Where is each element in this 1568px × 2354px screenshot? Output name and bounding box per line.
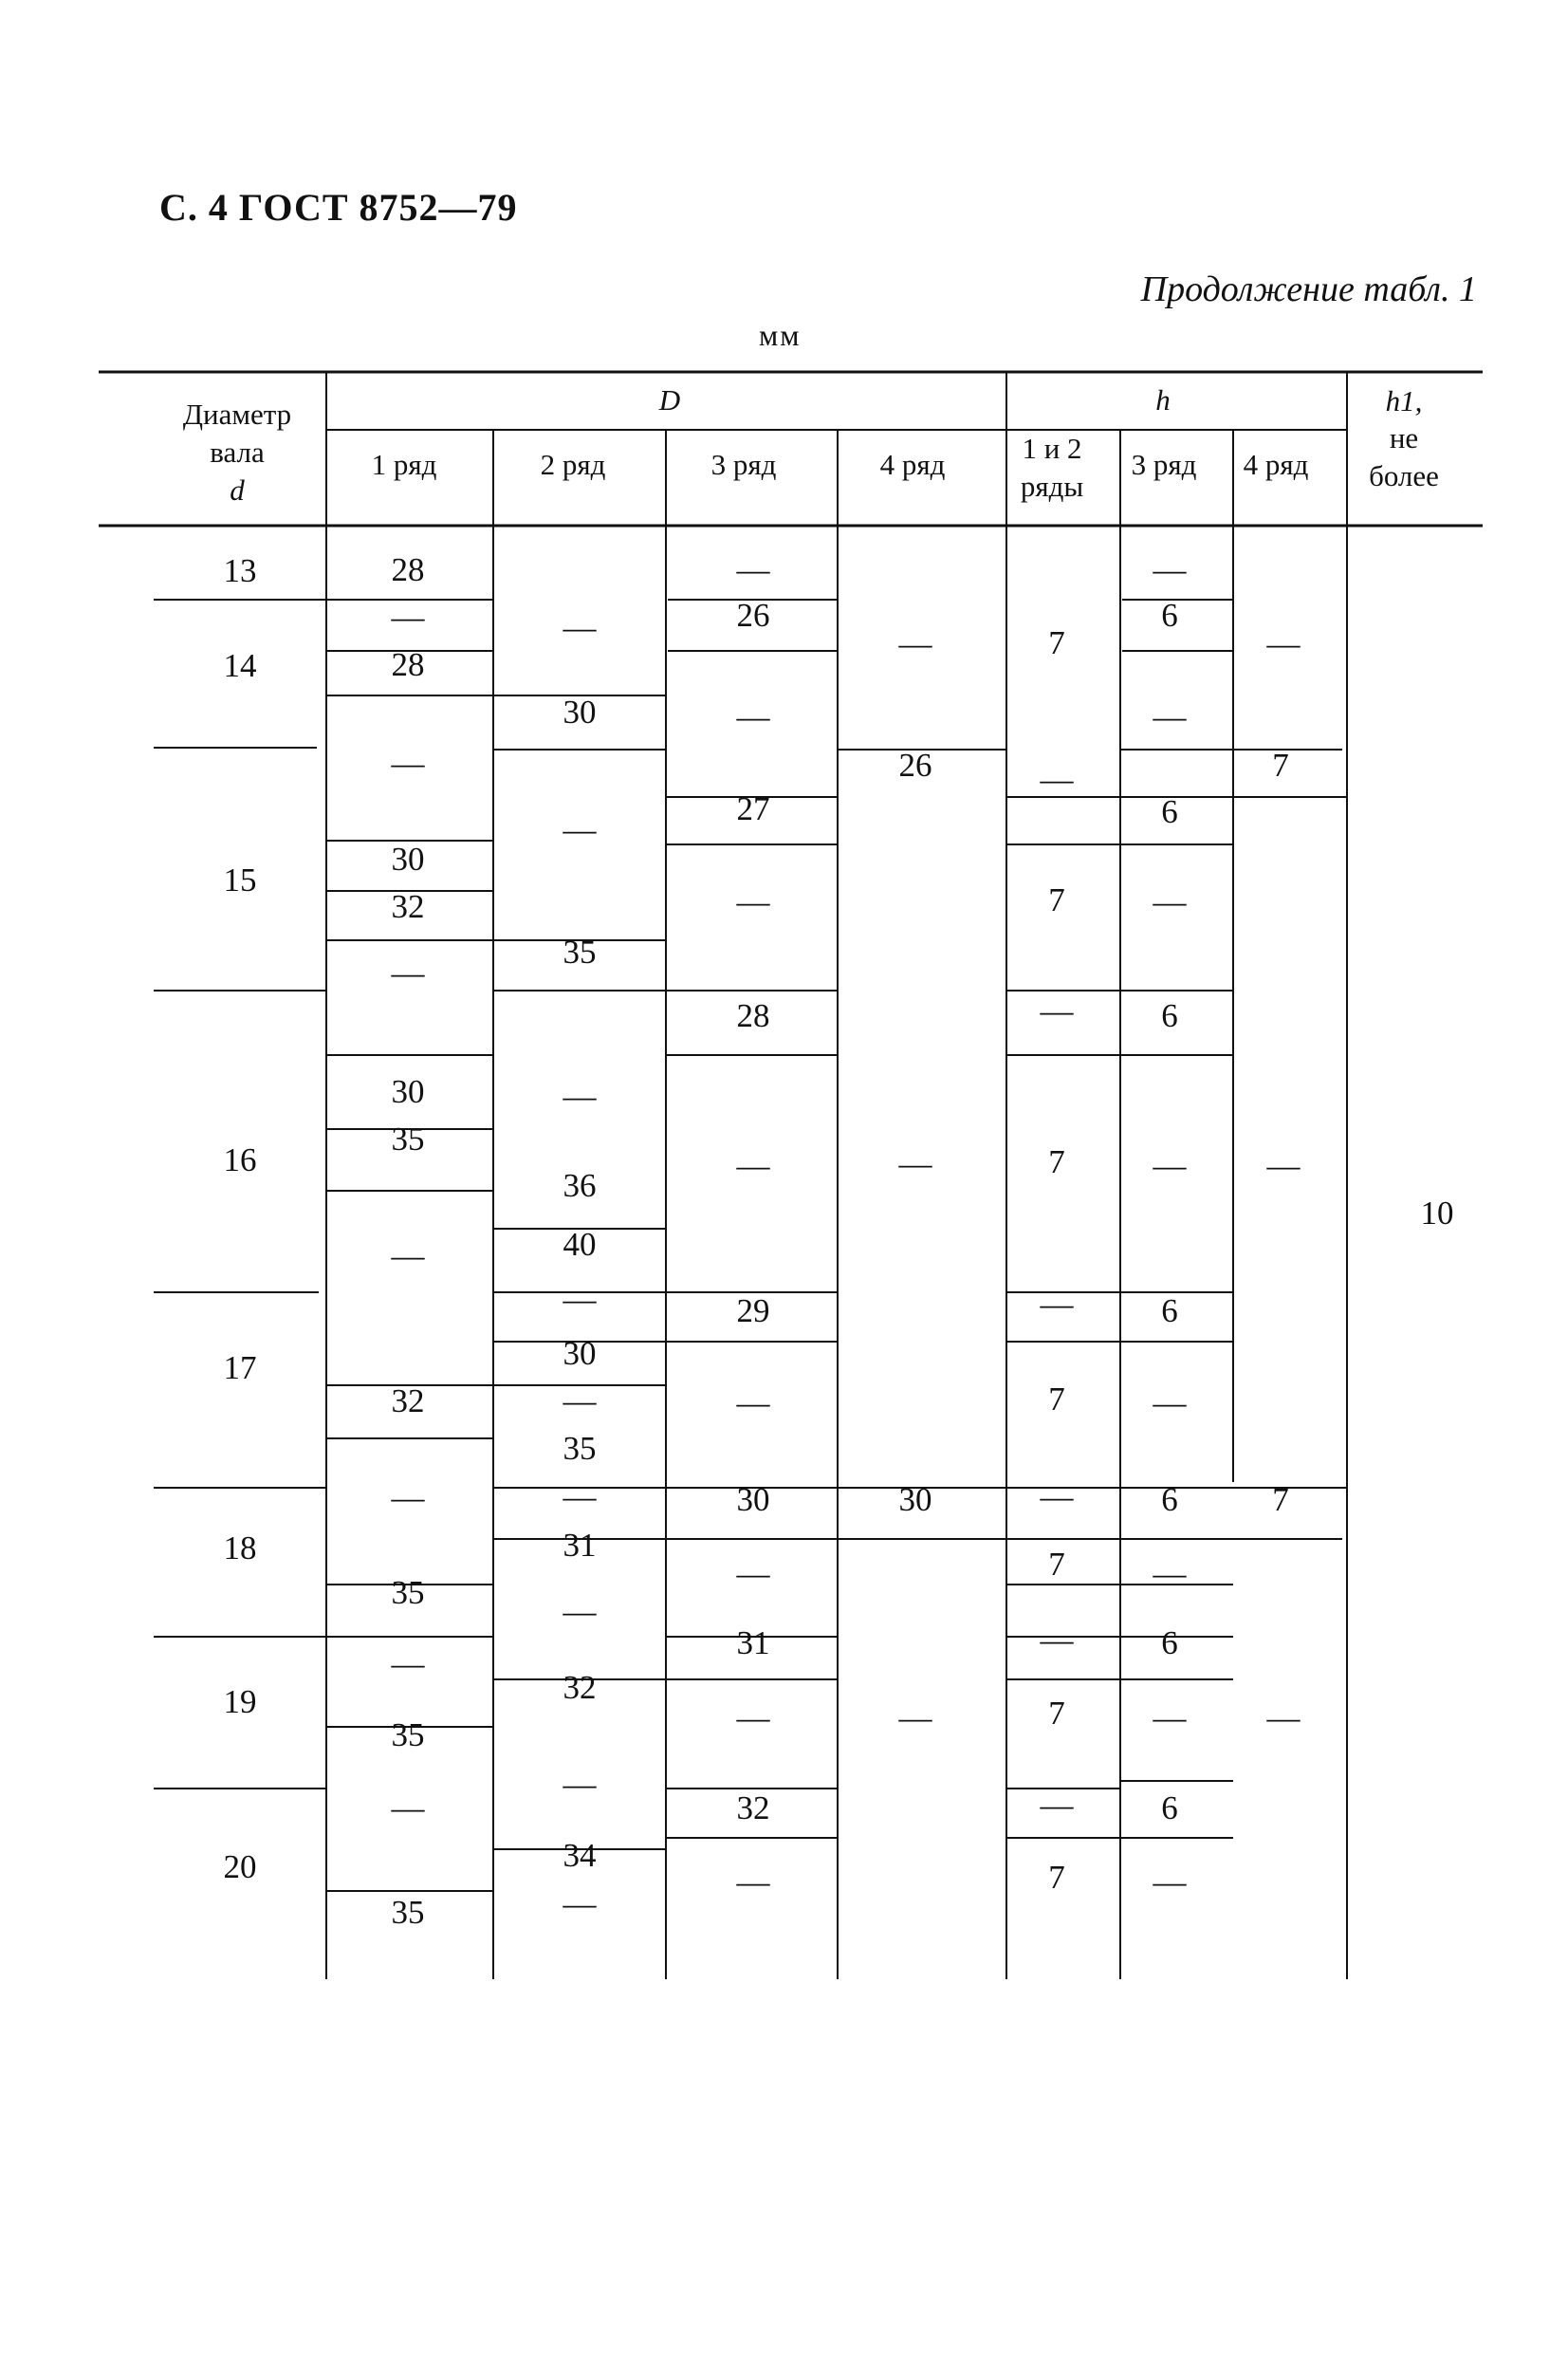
- cell-d14-D4: —: [898, 625, 932, 662]
- cell-d13-D3: —: [736, 551, 770, 588]
- cell-d18-D1-a: —: [391, 1479, 425, 1516]
- cell-d15-h3-b: —: [1153, 883, 1187, 920]
- cell-d19-D2-a: —: [563, 1593, 597, 1630]
- cell-d17-D2-b: 30: [563, 1335, 597, 1372]
- cell-d19-D1-a: —: [391, 1645, 425, 1682]
- cell-d14-D3-b: —: [736, 698, 770, 735]
- header-h-rows12-line2: ряды: [1020, 470, 1084, 503]
- cell-d20-h3-b: —: [1153, 1863, 1187, 1900]
- cell-d20-h3-a: 6: [1161, 1789, 1178, 1826]
- table-header: [183, 383, 1439, 507]
- cell-d18-h3-b: —: [1153, 1555, 1187, 1592]
- cell-d17-h12-a: —: [1040, 1286, 1074, 1323]
- cell-d20-h12-b: 7: [1048, 1859, 1065, 1896]
- cell-d16-h3-a: 6: [1161, 997, 1178, 1034]
- cell-d14-D2-b: 30: [563, 694, 597, 731]
- cell-d16-D4: —: [898, 1145, 932, 1182]
- cell-d15-h3-a: 6: [1161, 793, 1178, 830]
- cell-d20-D1-a: —: [391, 1789, 425, 1826]
- header-D-row1: 1 ряд: [371, 448, 437, 481]
- header-D-row2: 2 ряд: [540, 448, 606, 481]
- cell-d19-h12-a: —: [1040, 1622, 1074, 1659]
- cell-d18-h3-a: 6: [1161, 1481, 1178, 1518]
- diameter-16: 16: [223, 1141, 257, 1178]
- cell-d17-D2-d: 35: [563, 1430, 597, 1467]
- cell-d16-h3-b: —: [1153, 1147, 1187, 1184]
- cell-d14-D1-a: —: [391, 599, 425, 636]
- cell-d18-D4: 30: [898, 1481, 932, 1518]
- header-shaft-diameter-line2: вала: [210, 436, 265, 469]
- cell-d14-h3-b: —: [1153, 698, 1187, 735]
- cell-d20-D1-b: 35: [391, 1894, 425, 1931]
- cell-d16-h4: —: [1266, 1147, 1301, 1184]
- cell-d18-D3-a: 30: [736, 1481, 770, 1518]
- header-h1: h1,: [1385, 384, 1423, 417]
- cell-d20-D3-b: —: [736, 1863, 770, 1900]
- diameter-15: 15: [223, 862, 257, 899]
- cell-d15-D1-a: —: [391, 745, 425, 782]
- cell-d19-h3-b: —: [1153, 1699, 1187, 1736]
- header-h-row4: 4 ряд: [1243, 448, 1309, 481]
- cell-d17-h3-b: —: [1153, 1384, 1187, 1421]
- cell-d19-D4: —: [898, 1699, 932, 1736]
- cell-d15-h12-b: 7: [1048, 881, 1065, 918]
- cell-d20-D2-b: 34: [563, 1837, 597, 1874]
- cell-d18-D2-a: —: [563, 1478, 597, 1515]
- cell-d20-D3-a: 32: [736, 1789, 770, 1826]
- diameter-13: 13: [223, 552, 257, 589]
- cell-d16-D1-b: 35: [391, 1121, 425, 1158]
- diameter-17: 17: [223, 1349, 257, 1386]
- diameter-20: 20: [223, 1848, 257, 1885]
- diameter-14: 14: [223, 647, 257, 684]
- cell-d15-D3-b: —: [736, 883, 770, 920]
- cell-d20-D2-c: —: [563, 1885, 597, 1922]
- diameter-19: 19: [223, 1683, 257, 1720]
- header-h-rows12-line1: 1 и 2: [1022, 432, 1082, 465]
- header-h1-line3: более: [1369, 459, 1439, 492]
- header-D: D: [658, 383, 681, 417]
- cell-d18-h4: 7: [1272, 1481, 1289, 1518]
- header-shaft-diameter-symbol: d: [230, 473, 245, 507]
- cell-d19-D2-b: 32: [563, 1669, 597, 1706]
- cell-d15-D1-c: 32: [391, 888, 425, 925]
- cell-d15-h12-a: —: [1040, 761, 1074, 798]
- cell-d19-h12-b: 7: [1048, 1695, 1065, 1732]
- cell-d14-D2: —: [563, 609, 597, 646]
- cell-d14-h4: —: [1266, 625, 1301, 662]
- cell-d15-D1-b: 30: [391, 841, 425, 878]
- cell-d17-D2-c: —: [563, 1382, 597, 1419]
- header-h1-line2: не: [1389, 421, 1419, 454]
- cell-d18-D1-b: 35: [391, 1574, 425, 1611]
- h1-value: 10: [1420, 1195, 1454, 1232]
- cell-d17-D2-a: —: [563, 1281, 597, 1318]
- header-D-row3: 3 ряд: [710, 448, 777, 481]
- cell-d18-h12-b: 7: [1048, 1546, 1065, 1583]
- header-shaft-diameter-line1: Диаметр: [182, 398, 292, 431]
- cell-d14-h3: 6: [1161, 597, 1178, 634]
- unit-label: мм: [759, 318, 802, 352]
- cell-d17-D3-a: 29: [736, 1292, 770, 1329]
- cell-d15-h4: 7: [1272, 747, 1289, 784]
- cell-d19-h4: —: [1266, 1699, 1301, 1736]
- header-D-row4: 4 ряд: [879, 448, 946, 481]
- table-cells: [391, 551, 1301, 1931]
- cell-d17-h3-a: 6: [1161, 1292, 1178, 1329]
- cell-d20-h12-a: —: [1040, 1787, 1074, 1824]
- cell-d19-D3-b: —: [736, 1699, 770, 1736]
- diameter-18: 18: [223, 1529, 257, 1566]
- header-h: h: [1155, 383, 1171, 417]
- cell-d20-D2-a: —: [563, 1766, 597, 1803]
- cell-d16-D3-b: —: [736, 1147, 770, 1184]
- cell-d16-h12-b: 7: [1048, 1143, 1065, 1180]
- cell-d15-D2-b: 35: [563, 934, 597, 971]
- cell-d17-h12-b: 7: [1048, 1381, 1065, 1418]
- cell-d15-D3-a: 27: [736, 790, 770, 827]
- table-continuation-label: Продолжение табл. 1: [1140, 269, 1477, 309]
- cell-d14-h12: 7: [1048, 624, 1065, 661]
- cell-d17-D1: 32: [391, 1382, 425, 1419]
- cell-d18-D2-b: 31: [563, 1527, 597, 1564]
- cell-d13-D1-a: 28: [391, 551, 425, 588]
- cell-d19-D3-a: 31: [736, 1624, 770, 1661]
- cell-d15-D2-a: —: [563, 811, 597, 848]
- cell-d13-h3: —: [1153, 551, 1187, 588]
- cell-d14-D1-b: 28: [391, 646, 425, 683]
- cell-d16-D2-a: —: [563, 1078, 597, 1115]
- cell-d16-D1-a: 30: [391, 1073, 425, 1110]
- cell-d16-D2-c: 40: [563, 1226, 597, 1263]
- cell-d17-D3-b: —: [736, 1384, 770, 1421]
- header-h-row3: 3 ряд: [1131, 448, 1197, 481]
- cell-d16-h12-a: —: [1040, 992, 1074, 1029]
- cell-d16-D3-a: 28: [736, 997, 770, 1034]
- cell-d15-D1-d: —: [391, 955, 425, 992]
- cell-d16-D2-b: 36: [563, 1167, 597, 1204]
- cell-d19-D1-b: 35: [391, 1716, 425, 1753]
- cell-d18-D3-b: —: [736, 1555, 770, 1592]
- cell-d18-h12-a: —: [1040, 1478, 1074, 1515]
- cell-d19-h3-a: 6: [1161, 1624, 1178, 1661]
- page-header: С. 4 ГОСТ 8752—79: [159, 186, 518, 229]
- shaft-diameters: [224, 552, 257, 1885]
- cell-d15-D4: 26: [898, 747, 932, 784]
- cell-d14-D3: 26: [736, 597, 770, 634]
- cell-d16-D1-c: —: [391, 1237, 425, 1274]
